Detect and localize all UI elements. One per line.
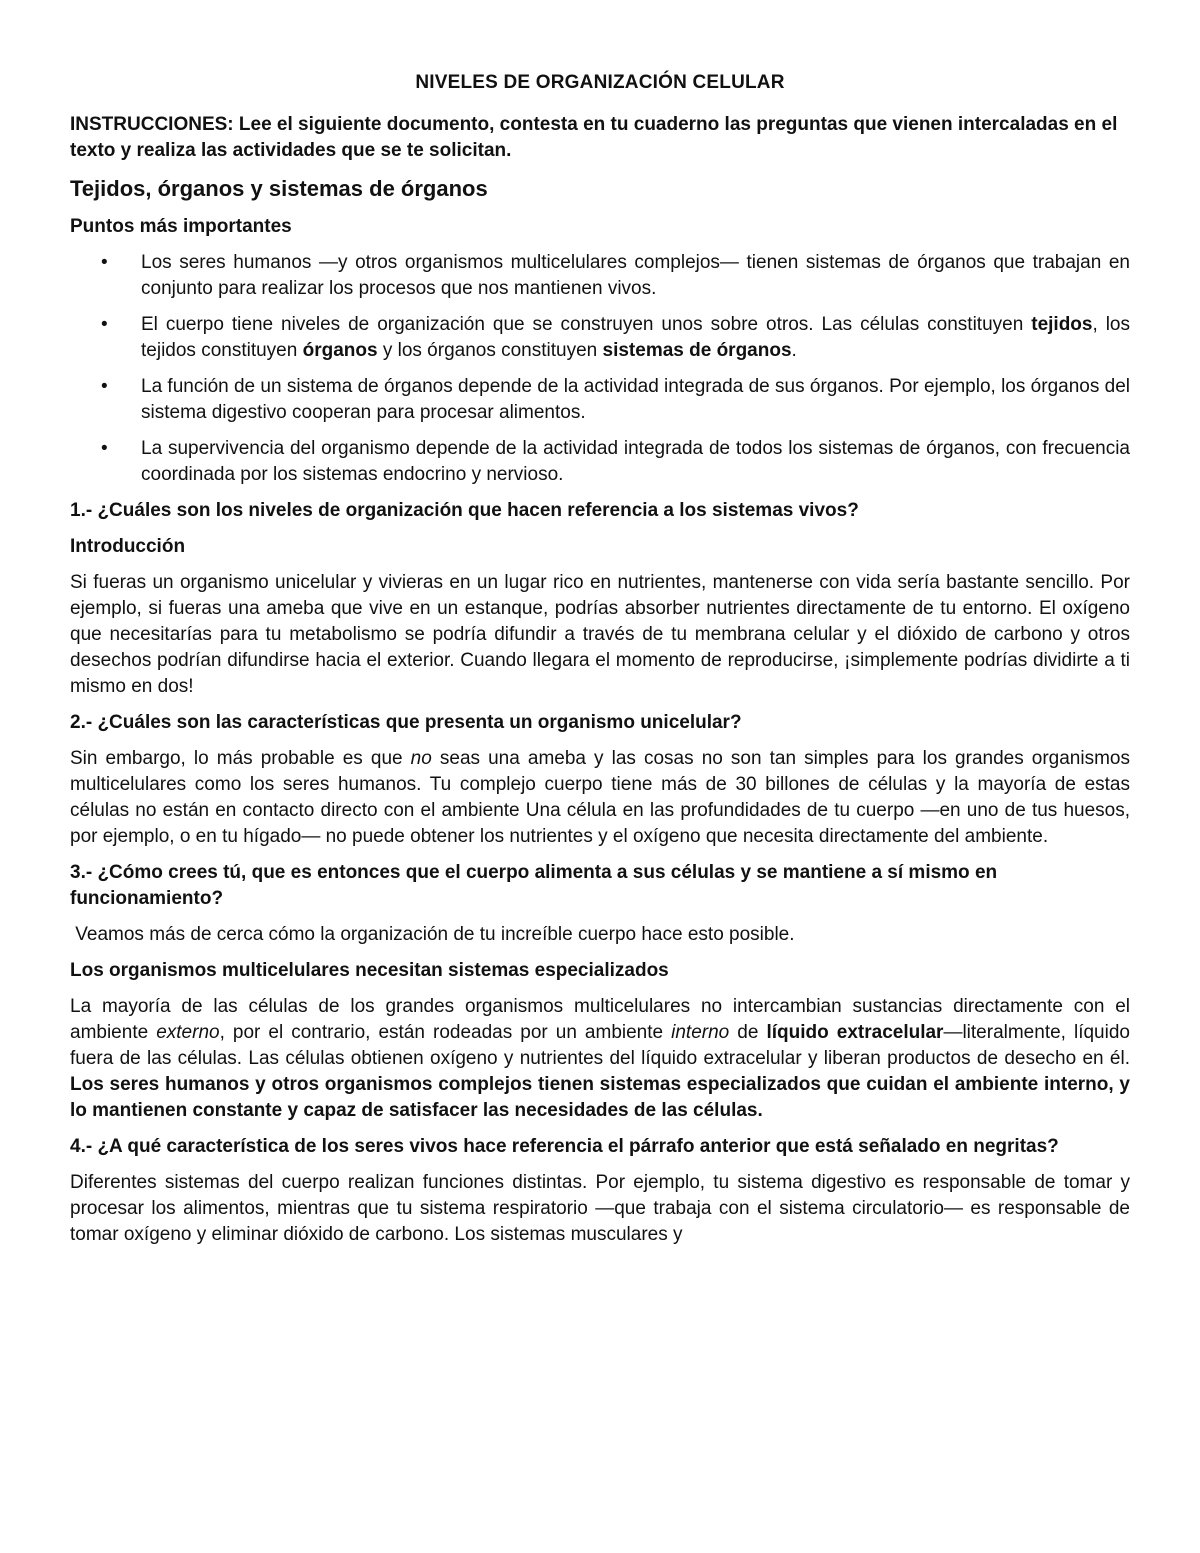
bullet-icon: • — [101, 314, 108, 335]
paragraph-text: La mayoría de las células de los grandes organismos multicelulares no intercambian sustancias directamente con el ambiente — [70, 996, 1130, 1043]
question-4: 4.- ¿A qué característica de los seres vivos hace referencia el párrafo anterior que está señalado en negritas? — [70, 1136, 1059, 1157]
question-2: 2.- ¿Cuáles son las características que presenta un organismo unicelular? — [70, 712, 742, 733]
emphasis-interno: interno — [671, 1022, 730, 1043]
section-title: Tejidos, órganos y sistemas de órganos — [70, 176, 488, 201]
list-item-text: El cuerpo tiene niveles de organización que se construyen unos sobre otros. Las células constituyen — [141, 314, 1032, 335]
paragraph-text: , por el contrario, están rodeadas por un ambiente — [219, 1022, 672, 1043]
list-item — [70, 374, 1130, 426]
bullet-icon: • — [101, 252, 108, 273]
instructions — [70, 112, 1130, 164]
list-item-text: y los órganos constituyen — [377, 340, 603, 361]
question-3: 3.- ¿Cómo crees tú, que es entonces que el cuerpo alimenta a sus células y se mantiene a sí mismo en funcionamiento? — [70, 862, 998, 909]
paragraph-text: —literalmente, líquido fuera de las células. Las células obtienen oxígeno y nutrientes del líquido extracelular y liberan productos de desecho en él. — [70, 1022, 1130, 1069]
list-item-text: La función de un sistema de órganos depende de la actividad integrada de sus órganos. Por ejemplo, los órganos del sistema digestivo cooperan para procesar alimentos. — [141, 376, 1130, 423]
paragraph-text: Sin embargo, lo más probable es que — [70, 748, 411, 769]
instructions-label: INSTRUCCIONES: — [70, 114, 234, 135]
term-organos: órganos — [302, 340, 378, 361]
intro-heading: Introducción — [70, 536, 186, 557]
list-item-text: Los seres humanos —y otros organismos multicelulares complejos— tienen sistemas de órganos que trabajan en conjunto para realizar los procesos que nos mantienen vivos. — [141, 252, 1130, 299]
paragraph-2 — [70, 746, 1130, 850]
specialized-paragraph — [70, 994, 1130, 1124]
term-tejidos: tejidos — [1031, 314, 1093, 335]
key-points-heading: Puntos más importantes — [70, 216, 292, 237]
emphasis-no: no — [410, 748, 432, 769]
list-item-text: . — [791, 340, 797, 361]
term-liquido-extracelular: líquido extracelular — [766, 1022, 944, 1043]
bullet-icon: • — [101, 376, 108, 397]
list-item — [70, 312, 1130, 364]
bold-statement: Los seres humanos y otros organismos complejos tienen sistemas especializados que cuidan el ambiente interno, y lo mantienen constante y capaz de satisfacer las necesidades de las células. — [70, 1074, 1130, 1121]
list-item — [70, 250, 1130, 302]
paragraph-4: Diferentes sistemas del cuerpo realizan funciones distintas. Por ejemplo, tu sistema digestivo es responsable de tomar y procesar los alimentos, mientras que tu sistema respiratorio —que trabaja con el sistema circulatorio— es responsable de tomar oxígeno y eliminar dióxido de carbono. Los sistemas musculares y — [70, 1172, 1130, 1245]
intro-paragraph: Si fueras un organismo unicelular y vivieras en un lugar rico en nutrientes, mantenerse con vida sería bastante sencillo. Por ejemplo, si fueras una ameba que vive en un estanque, podrías absorber nutrientes directamente de tu entorno. El oxígeno que necesitarías para tu metabolismo se podría difundir a través de tu membrana celular y el dióxido de carbono y otros desechos podrían difundirse hacia el exterior. Cuando llegara el momento de reproducirse, ¡simplemente podrías dividirte a ti mismo en dos! — [70, 572, 1130, 697]
list-item-text: , los tejidos constituyen — [141, 314, 1130, 361]
term-sistemas-de-organos: sistemas de órganos — [602, 340, 792, 361]
specialized-heading: Los organismos multicelulares necesitan sistemas especializados — [70, 960, 669, 981]
paragraph-3: Veamos más de cerca cómo la organización de tu increíble cuerpo hace esto posible. — [70, 924, 795, 945]
key-points-list — [70, 250, 1130, 488]
question-1: 1.- ¿Cuáles son los niveles de organización que hacen referencia a los sistemas vivos? — [70, 500, 859, 521]
list-item — [70, 436, 1130, 488]
list-item-text: La supervivencia del organismo depende de la actividad integrada de todos los sistemas de órganos, con frecuencia coordinada por los sistemas endocrino y nervioso. — [141, 438, 1130, 485]
emphasis-externo: externo — [156, 1022, 220, 1043]
paragraph-text: de — [729, 1022, 767, 1043]
paragraph-text: seas una ameba y las cosas no son tan simples para los grandes organismos multicelulares como los seres humanos. Tu complejo cuerpo tiene más de 30 billones de células y la mayoría de estas células no están en contacto directo con el ambiente Una célula en las profundidades de tu cuerpo —en uno de tus huesos, por ejemplo, o en tu hígado— no puede obtener los nutrientes y el oxígeno que necesita directamente del ambiente. — [70, 748, 1130, 847]
bullet-icon: • — [101, 438, 108, 459]
document-title: NIVELES DE ORGANIZACIÓN CELULAR — [415, 72, 785, 93]
instructions-text: Lee el siguiente documento, contesta en tu cuaderno las preguntas que vienen intercaladas en el texto y realiza las actividades que se te solicitan. — [70, 114, 1118, 161]
